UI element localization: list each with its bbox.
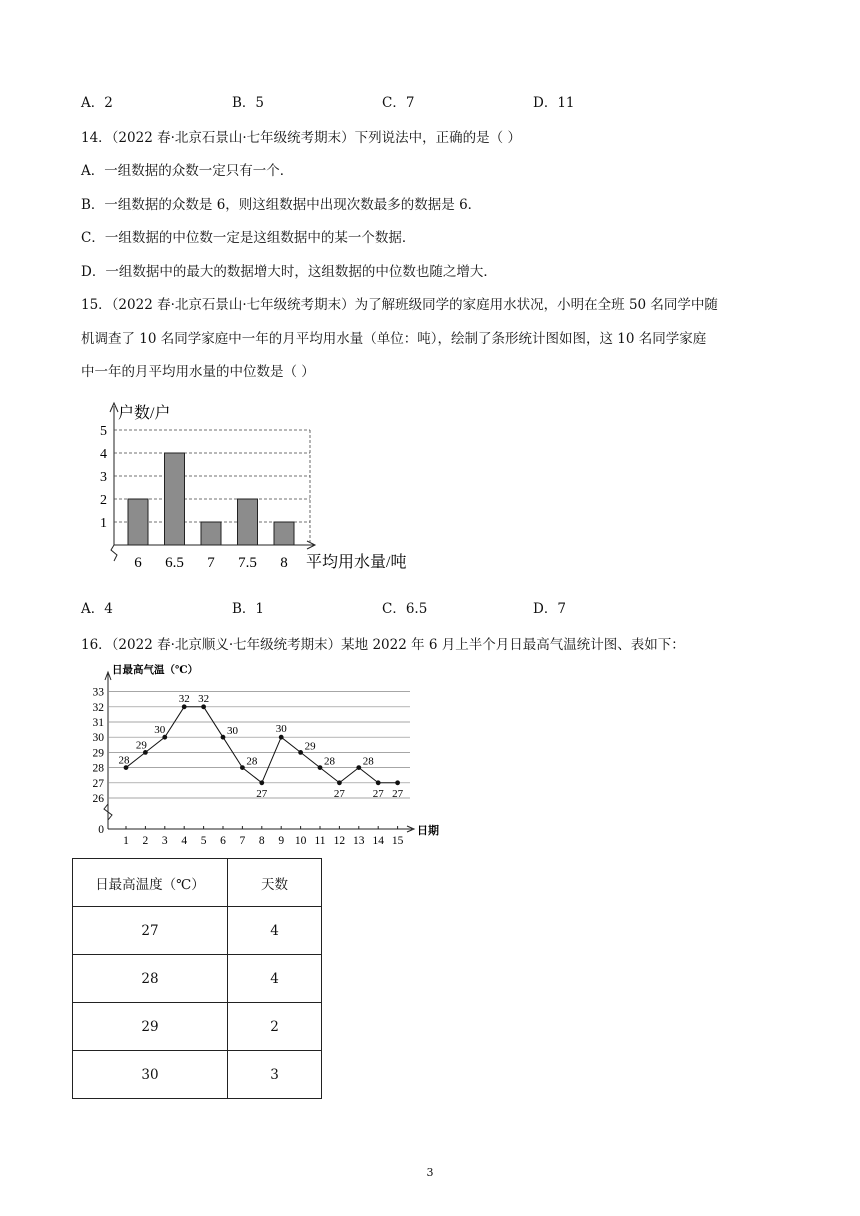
q15-option-a: A．4	[81, 601, 113, 617]
data-label: 28	[362, 755, 374, 768]
table-header-cell: 天数	[228, 859, 322, 907]
data-label: 32	[198, 692, 210, 705]
q13-option-c: C．7	[382, 95, 415, 111]
data-point	[201, 704, 206, 709]
q13-option-d: D．11	[533, 95, 575, 111]
q13-option-b: B．5	[232, 95, 265, 111]
data-point	[395, 780, 400, 785]
q14-option-c: C．一组数据的中位数一定是这组数据中的某一个数据．	[81, 230, 416, 246]
y-tick-label: 32	[92, 701, 104, 714]
bar	[128, 499, 148, 545]
data-label: 28	[118, 754, 130, 767]
y-tick-label: 26	[92, 793, 104, 805]
bar	[274, 522, 294, 545]
x-tick-label: 5	[200, 835, 207, 847]
data-label: 27	[372, 787, 384, 800]
q15-stem-line-2: 机调查了 10 名同学家庭中一年的月平均用水量（单位：吨），绘制了条形统计图如图，这 10 名同学家庭	[81, 331, 707, 347]
q15-option-c: C．6.5	[382, 601, 428, 617]
data-point	[298, 750, 303, 755]
data-point	[356, 765, 361, 770]
x-tick-label: 15	[391, 835, 404, 847]
q15-option-b: B．1	[232, 601, 265, 617]
q13-option-a: A．2	[81, 95, 113, 111]
data-point	[318, 765, 323, 770]
water-usage-bar-chart	[88, 398, 428, 580]
x-tick-label: 14	[372, 835, 384, 847]
x-tick-label: 8	[258, 835, 265, 847]
y-tick-label: 1	[100, 516, 107, 531]
temperature-table	[72, 858, 322, 1099]
bar	[201, 522, 221, 545]
data-label: 30	[275, 723, 287, 736]
table-cell: 4	[228, 907, 322, 955]
table-cell: 28	[73, 955, 228, 1003]
q15-option-d: D．7	[533, 601, 566, 617]
q16-stem: 16．（2022 春·北京顺义·七年级统考期末）某地 2022 年 6 月上半个月日最高气温统计图、表如下：	[81, 637, 685, 653]
data-label: 28	[324, 755, 335, 768]
y-tick-label: 3	[100, 470, 107, 485]
q14-option-a: A．一组数据的众数一定只有一个．	[81, 163, 294, 179]
x-tick-label: 6	[134, 555, 142, 571]
temperature-series-line	[126, 707, 398, 783]
data-label: 30	[227, 725, 238, 738]
y-tick-label: 4	[100, 447, 107, 462]
table-row	[73, 1051, 322, 1099]
axis-break-mark	[111, 545, 117, 561]
y-tick-label: 33	[92, 686, 104, 699]
table-header-cell: 日最高温度（℃）	[73, 859, 228, 907]
x-tick-label: 2	[142, 835, 149, 847]
table-row	[73, 1003, 322, 1051]
y-tick-label: 2	[100, 493, 107, 508]
x-tick-label: 13	[353, 835, 365, 847]
data-point	[337, 780, 342, 785]
data-label: 28	[246, 755, 258, 768]
y-tick-label: 30	[92, 732, 104, 745]
x-tick-label: 3	[161, 835, 168, 847]
table-cell: 2	[228, 1003, 322, 1051]
data-label: 29	[304, 740, 316, 753]
bar	[238, 499, 258, 545]
data-label: 29	[135, 739, 147, 752]
q14-stem: 14．（2022 春·北京石景山·七年级统考期末）下列说法中，正确的是（ ）	[81, 130, 521, 146]
q14-option-b: B．一组数据的众数是 6，则这组数据中出现次数最多的数据是 6．	[81, 197, 482, 213]
data-point	[259, 780, 264, 785]
y-tick-label: 0	[98, 824, 104, 836]
data-point	[221, 735, 226, 740]
x-tick-label: 9	[278, 835, 285, 847]
y-axis-label: 户数/户	[118, 405, 171, 422]
table-cell: 30	[73, 1051, 228, 1099]
table-cell: 29	[73, 1003, 228, 1051]
data-point	[279, 735, 284, 740]
x-tick-label: 8	[280, 555, 288, 571]
data-label: 30	[154, 724, 166, 737]
q14-option-d: D．一组数据中的最大的数据增大时，这组数据的中位数也随之增大．	[81, 264, 497, 280]
x-tick-label: 7.5	[238, 555, 257, 571]
x-tick-label: 6.5	[165, 555, 184, 571]
y-tick-label: 29	[92, 747, 104, 760]
table-row	[73, 907, 322, 955]
x-tick-label: 6	[220, 835, 226, 847]
table-cell: 27	[73, 907, 228, 955]
table-cell: 3	[228, 1051, 322, 1099]
q15-stem-line-3: 中一年的月平均用水量的中位数是（ ）	[81, 364, 315, 380]
data-label: 27	[333, 787, 345, 800]
y-tick-label: 27	[92, 777, 104, 790]
table-header-row	[73, 859, 322, 907]
q15-stem-line-1: 15．（2022 春·北京石景山·七年级统考期末）为了解班级同学的家庭用水状况，小明在全班 50 名同学中随	[81, 297, 718, 313]
x-tick-label: 11	[314, 835, 326, 847]
x-tick-label: 4	[181, 835, 188, 847]
x-tick-label: 10	[294, 835, 307, 847]
x-tick-label: 1	[123, 835, 129, 847]
x-tick-label: 7	[207, 555, 215, 571]
data-label: 27	[256, 787, 268, 800]
data-label: 32	[178, 692, 190, 705]
data-point	[240, 765, 245, 770]
table-row	[73, 955, 322, 1003]
y-tick-label: 31	[92, 717, 104, 729]
page-number: 3	[426, 1166, 434, 1179]
x-tick-label: 12	[333, 835, 346, 847]
bar	[165, 453, 185, 545]
x-axis-label: 日期	[417, 825, 439, 837]
data-label: 27	[392, 787, 404, 800]
y-axis-label: 日最高气温（℃）	[112, 665, 199, 676]
x-axis-label: 平均用水量/吨	[306, 554, 407, 571]
y-tick-label: 5	[100, 424, 107, 439]
table-cell: 4	[228, 955, 322, 1003]
data-point	[376, 780, 381, 785]
y-tick-label: 28	[92, 762, 104, 775]
data-point	[182, 704, 187, 709]
x-tick-label: 7	[239, 835, 246, 847]
temperature-line-chart	[80, 660, 450, 850]
